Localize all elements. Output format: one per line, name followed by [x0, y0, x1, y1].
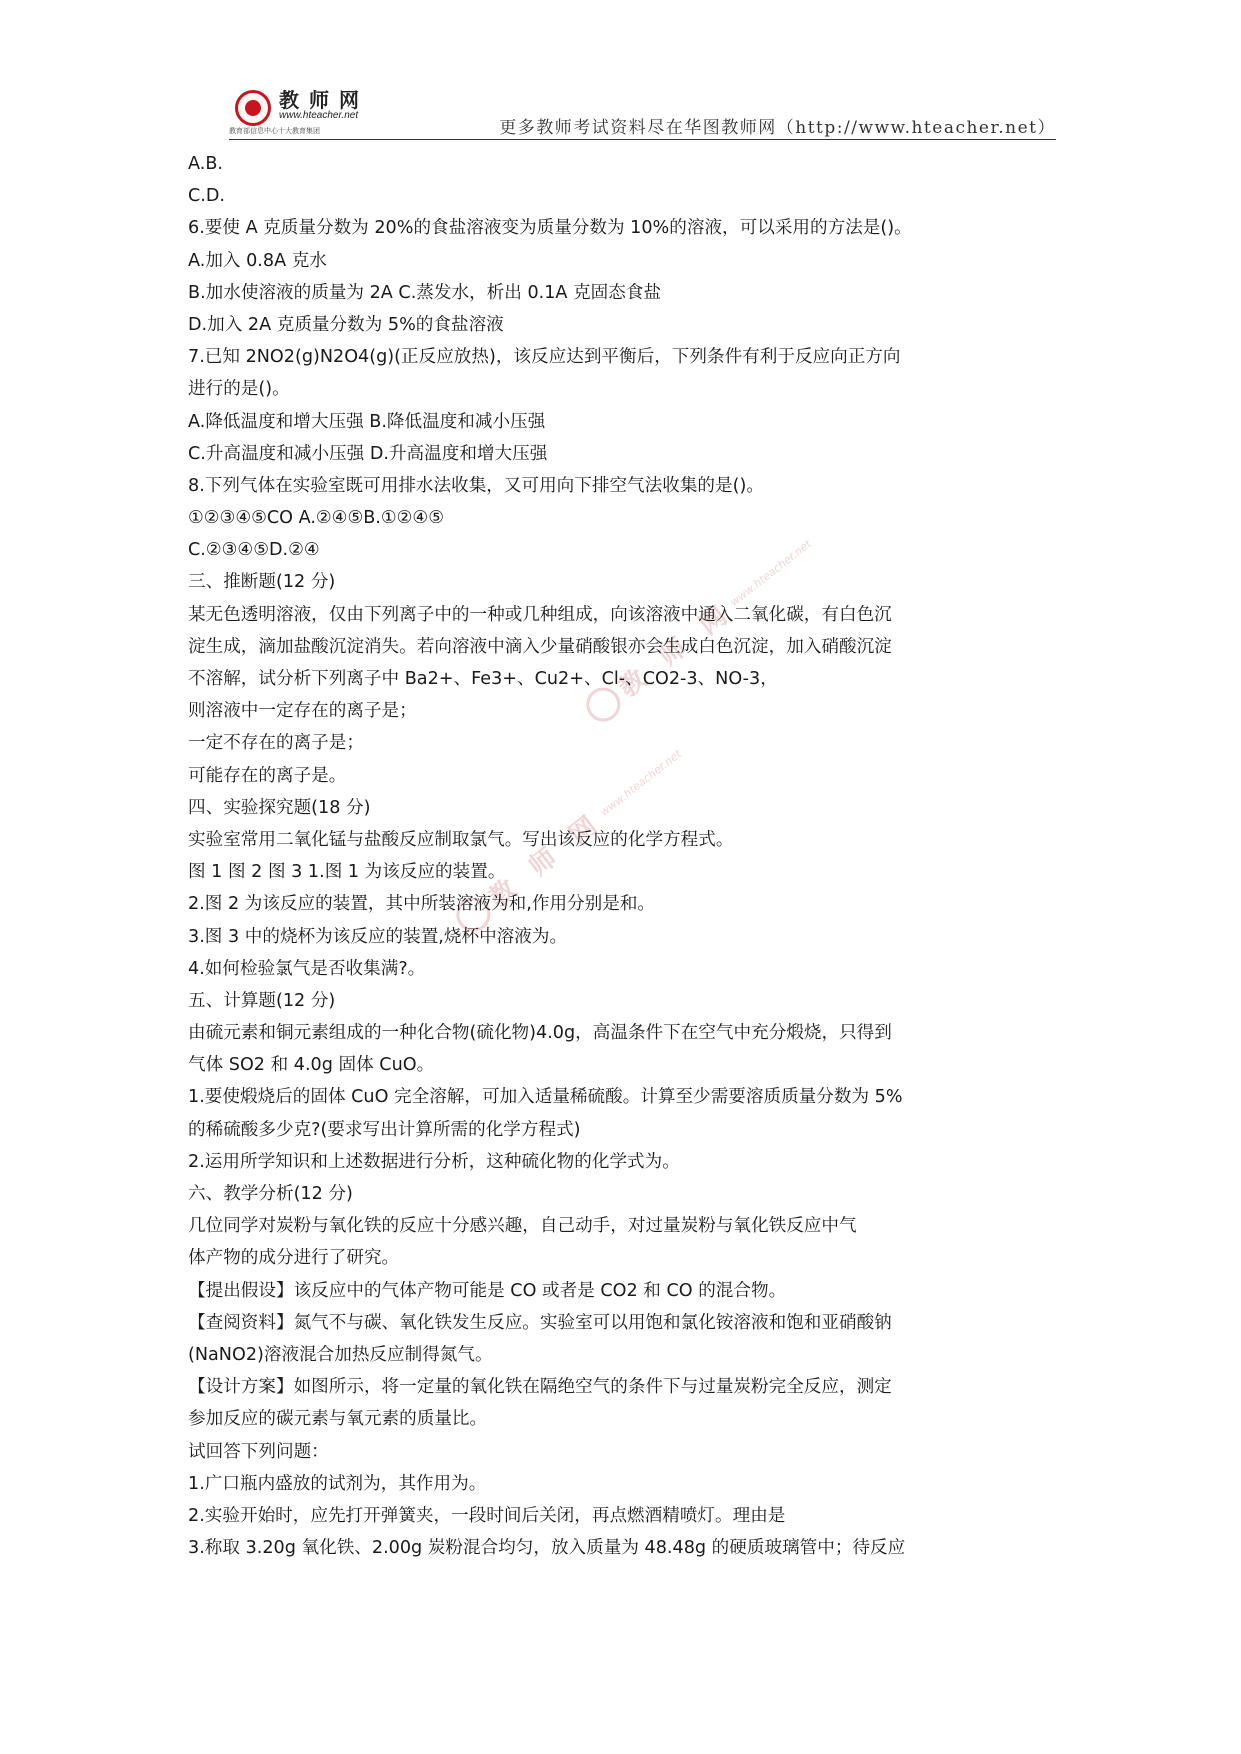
watermark-url: www.hteacher.net — [727, 537, 814, 609]
watermark-text: 教 师 网 — [613, 596, 740, 704]
text-line: 2.实验开始时，应先打开弹簧夹，一段时间后关闭，再点燃酒精喷灯。理由是 — [188, 1505, 786, 1526]
logo-title: 教师网 — [279, 88, 369, 112]
text-line: (NaNO2)溶液混合加热反应制得氮气。 — [188, 1344, 493, 1365]
text-line: 4.如何检验氯气是否收集满?。 — [188, 958, 426, 979]
text-line: 参加反应的碳元素与氧元素的质量比。 — [188, 1409, 488, 1430]
text-line: 可能存在的离子是。 — [188, 765, 347, 786]
text-line: 3.称取 3.20g 氧化铁、2.00g 炭粉混合均匀，放入质量为 48.48g 的硬质玻璃管中；待反应 — [188, 1538, 906, 1559]
text-line: 8.下列气体在实验室既可用排水法收集，又可用向下排空气法收集的是()。 — [188, 475, 764, 496]
text-line: 体产物的成分进行了研究。 — [188, 1248, 400, 1269]
text-line: 气体 SO2 和 4.0g 固体 CuO。 — [188, 1055, 435, 1076]
logo-url: www.hteacher.net — [279, 110, 359, 121]
text-line: 的稀硫酸多少克?(要求写出计算所需的化学方程式) — [188, 1119, 581, 1140]
text-line: 2.图 2 为该反应的装置，其中所装溶液为和,作用分别是和。 — [188, 894, 656, 915]
text-line: 1.广口瓶内盛放的试剂为，其作用为。 — [188, 1473, 487, 1494]
text-line: 1.要使煅烧后的固体 CuO 完全溶解，可加入适量稀硫酸。计算至少需要溶质质量分数为 5% — [188, 1087, 903, 1108]
text-line: 某无色透明溶液，仅由下列离子中的一种或几种组成，向该溶液中通入二氧化碳，有白色沉 — [188, 604, 892, 625]
text-line: 进行的是()。 — [188, 379, 290, 400]
text-line: A.降低温度和增大压强 B.降低温度和减小压强 — [188, 411, 546, 432]
text-line: 一定不存在的离子是； — [188, 733, 364, 754]
text-line: C.D. — [188, 186, 226, 207]
text-line: A.B. — [188, 154, 223, 174]
text-line: B.加水使溶液的质量为 2A C.蒸发水，析出 0.1A 克固态食盐 — [188, 282, 662, 303]
text-line: 四、实验探究题(18 分) — [188, 797, 371, 818]
text-line: 实验室常用二氧化锰与盐酸反应制取氯气。写出该反应的化学方程式。 — [188, 829, 734, 850]
text-line: 不溶解，试分析下列离子中 Ba2+、Fe3+、Cu2+、Cl-、CO2-3、NO-3， — [188, 669, 778, 689]
text-line: 由硫元素和铜元素组成的一种化合物(硫化物)4.0g，高温条件下在空气中充分煅烧，只得到 — [188, 1023, 892, 1044]
text-line: A.加入 0.8A 克水 — [188, 250, 327, 271]
text-line: 6.要使 A 克质量分数为 20%的食盐溶液变为质量分数为 10%的溶液，可以采用的方法是()。 — [188, 218, 912, 239]
logo-subtitle: 教育部信息中心十大教育集团 — [229, 127, 320, 135]
text-line: 试回答下列问题： — [188, 1441, 329, 1462]
document-body — [188, 148, 1058, 1564]
text-line: 2.运用所学知识和上述数据进行分析，这种硫化物的化学式为。 — [188, 1151, 680, 1172]
text-line: C.升高温度和减小压强 D.升高温度和增大压强 — [188, 443, 548, 464]
header-tagline: 更多教师考试资料尽在华图教师网（http://www.hteacher.net） — [499, 118, 1056, 138]
text-line: 7.已知 2NO2(g)N2O4(g)(正反应放热)，该反应达到平衡后，下列条件有利于反应向正方向 — [188, 347, 901, 368]
text-line: 3.图 3 中的烧杯为该反应的装置,烧杯中溶液为。 — [188, 926, 568, 947]
text-line: 【提出假设】该反应中的气体产物可能是 CO 或者是 CO2 和 CO 的混合物。 — [188, 1280, 787, 1301]
text-line: C.②③④⑤D.②④ — [188, 540, 320, 561]
text-line: 则溶液中一定存在的离子是； — [188, 701, 417, 722]
text-line: 三、推断题(12 分) — [188, 572, 336, 593]
header-divider — [229, 139, 1056, 140]
text-line: 【查阅资料】氮气不与碳、氧化铁发生反应。实验室可以用饱和氯化铵溶液和饱和亚硝酸钠 — [188, 1312, 892, 1333]
text-line: 五、计算题(12 分) — [188, 990, 336, 1011]
text-line: 几位同学对炭粉与氧化铁的反应十分感兴趣，自己动手，对过量炭粉与氧化铁反应中气 — [188, 1216, 857, 1237]
watermark-url: www.hteacher.net — [597, 747, 684, 819]
text-line: D.加入 2A 克质量分数为 5%的食盐溶液 — [188, 314, 504, 335]
text-line: ①②③④⑤CO A.②④⑤B.①②④⑤ — [188, 508, 444, 529]
text-line: 【设计方案】如图所示，将一定量的氧化铁在隔绝空气的条件下与过量炭粉完全反应，测定 — [188, 1377, 892, 1398]
text-line: 图 1 图 2 图 3 1.图 1 为该反应的装置。 — [188, 862, 506, 883]
site-logo[interactable] — [229, 84, 369, 140]
text-line: 淀生成，滴加盐酸沉淀消失。若向溶液中滴入少量硝酸银亦会生成白色沉淀，加入硝酸沉淀 — [188, 636, 892, 657]
logo-seal-icon — [235, 90, 271, 126]
watermark-text: 教 师 网 — [483, 806, 610, 914]
text-line: 六、教学分析(12 分) — [188, 1184, 353, 1204]
page-header — [229, 84, 1056, 140]
